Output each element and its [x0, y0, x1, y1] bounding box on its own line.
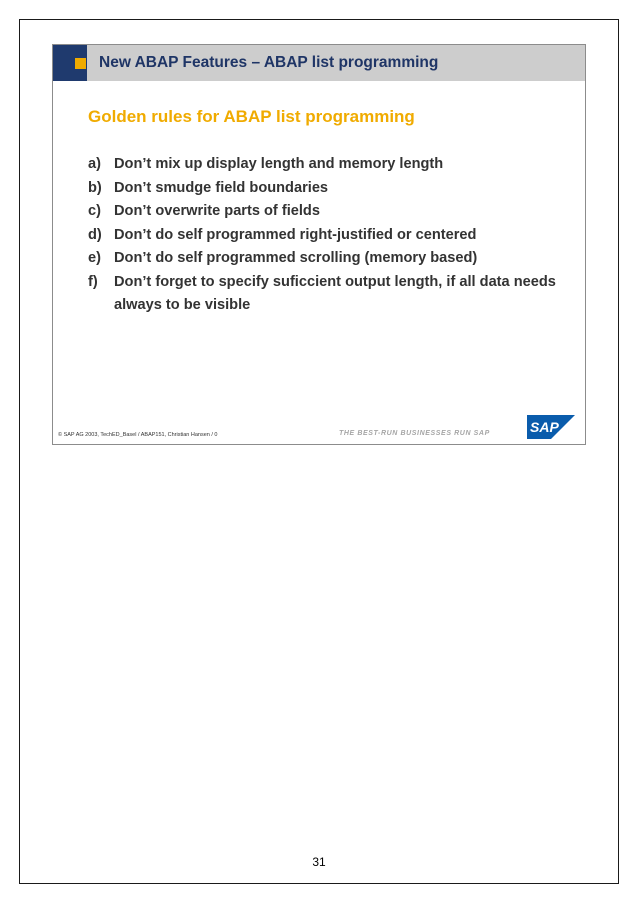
rule-text: Don’t smudge field boundaries — [114, 179, 329, 196]
rule-item — [88, 177, 558, 201]
rule-text: Don’t do self programmed scrolling (memory based) — [114, 250, 478, 266]
rule-marker: b) — [88, 179, 102, 196]
page-number: 31 — [312, 855, 326, 869]
rule-item — [88, 200, 558, 224]
rule-item — [88, 224, 558, 248]
rule-marker: e) — [88, 250, 101, 266]
rule-item — [88, 247, 558, 271]
footer-tagline: THE BEST-RUN BUSINESSES RUN SAP — [339, 430, 490, 437]
rule-marker: f) — [88, 273, 98, 290]
footer-copyright: © SAP AG 2003, TechED_Basel / ABAP151, Christian Hansen / 0 — [58, 432, 218, 438]
rule-text: Don’t mix up display length and memory length — [114, 156, 444, 172]
rule-text: Don’t overwrite parts of fields — [114, 203, 320, 219]
rule-text: Don’t forget to specify suficcient output length, if all data needs always to be visible — [114, 273, 556, 313]
rule-marker: d) — [88, 226, 102, 243]
rule-marker: a) — [88, 156, 101, 172]
rule-text: Don’t do self programmed right-justified or centered — [114, 226, 477, 243]
rules-list — [88, 153, 558, 318]
sap-logo — [527, 415, 575, 439]
rule-item — [88, 153, 558, 177]
title-bar — [53, 45, 585, 81]
title-bullet-square — [75, 58, 86, 69]
sap-logo-text: SAP — [530, 419, 559, 435]
slide — [52, 44, 586, 445]
slide-title: New ABAP Features – ABAP list programming — [99, 54, 439, 71]
slide-subtitle: Golden rules for ABAP list programming — [88, 107, 415, 126]
rule-marker: c) — [88, 203, 101, 219]
rule-item — [88, 271, 558, 318]
